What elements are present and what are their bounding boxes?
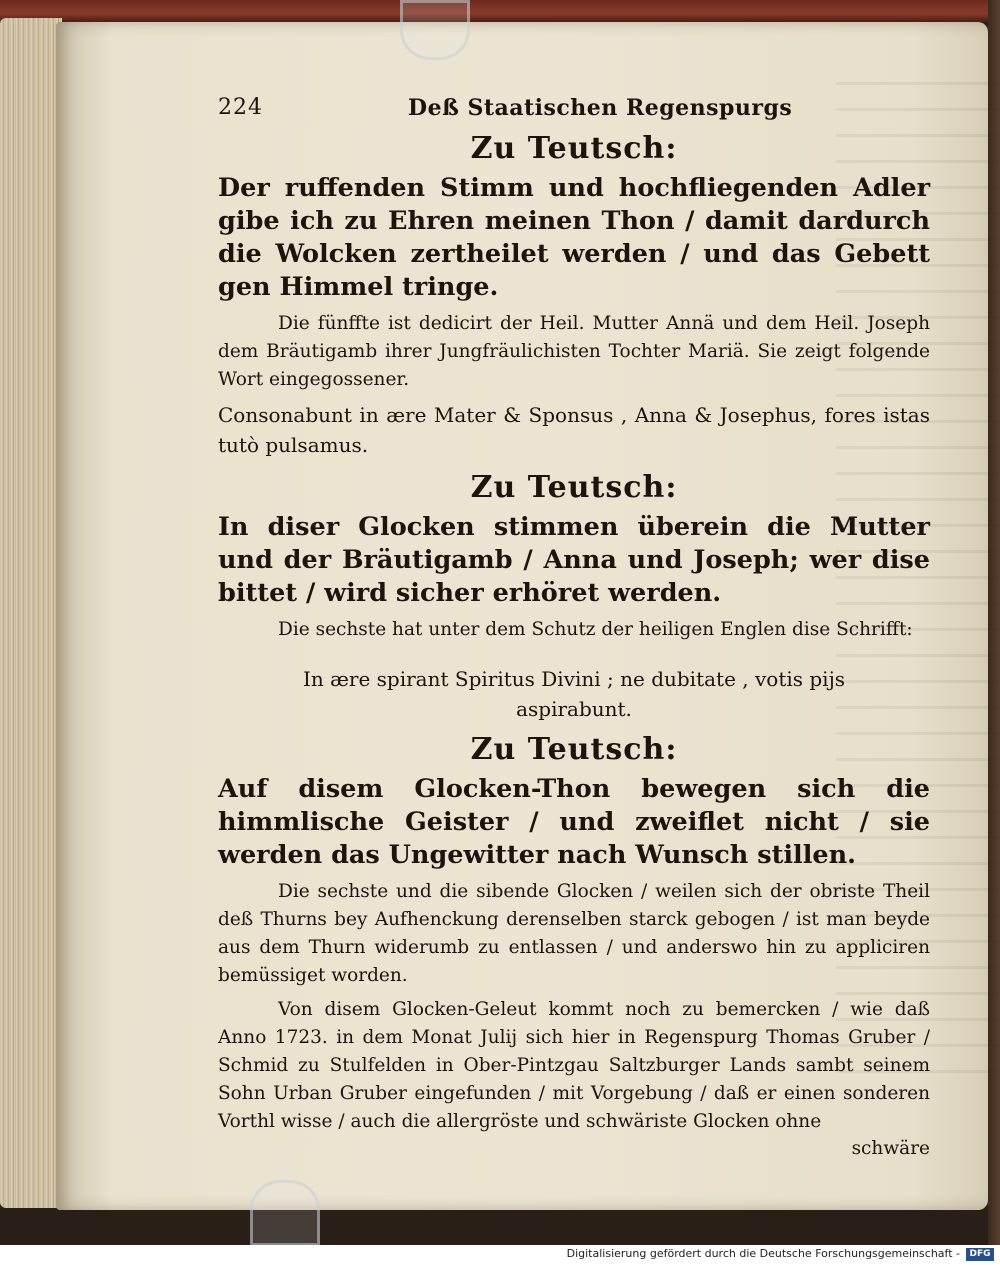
translation-text: Der ruffenden Stimm und hochfliegenden Adler gibe ich zu Ehren meinen Thon / damit dardurch die Wolcken zertheilet werden / und das Gebett gen Himmel tringe. <box>218 173 930 302</box>
funding-credit: Digitalisierung gefördert durch die Deutsche Forschungsgemeinschaft - <box>566 1247 960 1260</box>
translation-text: In diser Glocken stimmen überein die Mutter und der Bräutigamb / Anna und Joseph; wer dise bittet / wird sicher erhöret werden. <box>218 512 930 608</box>
latin-inscription: In ære spirant Spiritus Divini ; ne dubitate , votis pijs aspirabunt. <box>302 667 846 721</box>
page-number: 224 <box>218 95 263 120</box>
body-paragraph: Von disem Glocken-Geleut kommt noch zu bemercken / wie daß Anno 1723. in dem Monat Julij sich hier in Regenspurg Thomas Gruber / Schmid zu Stulfelden in Ober-Pintzgau Saltzburger Lands sambt seinem Sohn Urban Gruber eingefunden / mit Vorgebung / daß er einen sonderen Vorthl wisse / auch die allergröste und schwäriste Glocken ohne <box>218 999 930 1132</box>
section-heading: Zu Teutsch: <box>470 131 678 166</box>
translation-text: Auf disem Glocken-Thon bewegen sich die himmlische Geister / und zweiflet nicht / sie werden das Ungewitter nach Wunsch stillen. <box>218 774 930 870</box>
book-cover-top <box>0 0 1000 22</box>
page-content <box>218 95 930 1162</box>
body-paragraph: Die fünffte ist dedicirt der Heil. Mutter Annä und dem Heil. Joseph dem Bräutigamb ihrer Jungfräulichisten Tochter Mariä. Sie zeigt folgende Wort eingegossener. <box>218 313 930 390</box>
section-heading: Zu Teutsch: <box>470 470 678 505</box>
page-edges <box>0 18 62 1208</box>
latin-inscription: Consonabunt in ære Mater & Sponsus , Anna & Josephus, fores istas tutò pulsamus. <box>218 403 930 457</box>
catchword: schwäre <box>851 1138 930 1159</box>
body-paragraph: Die sechste und die sibende Glocken / weilen sich der obriste Theil deß Thurns bey Aufhenckung derenselben starck gebogen / ist man beyde aus dem Thurn widerumb zu entlassen / und anderswo hin zu appliciren bemüssiget worden. <box>218 881 930 986</box>
running-title: Deß Staatischen Regenspurgs <box>408 95 793 121</box>
running-head <box>218 95 930 127</box>
dfg-logo: DFG <box>966 1248 994 1261</box>
footer-bar <box>0 1245 1000 1265</box>
page-clip-bottom <box>250 1180 320 1245</box>
page-clip-top <box>400 0 470 60</box>
section-heading: Zu Teutsch: <box>470 732 678 767</box>
body-paragraph: Die sechste hat unter dem Schutz der heiligen Englen dise Schrifft: <box>278 619 913 640</box>
